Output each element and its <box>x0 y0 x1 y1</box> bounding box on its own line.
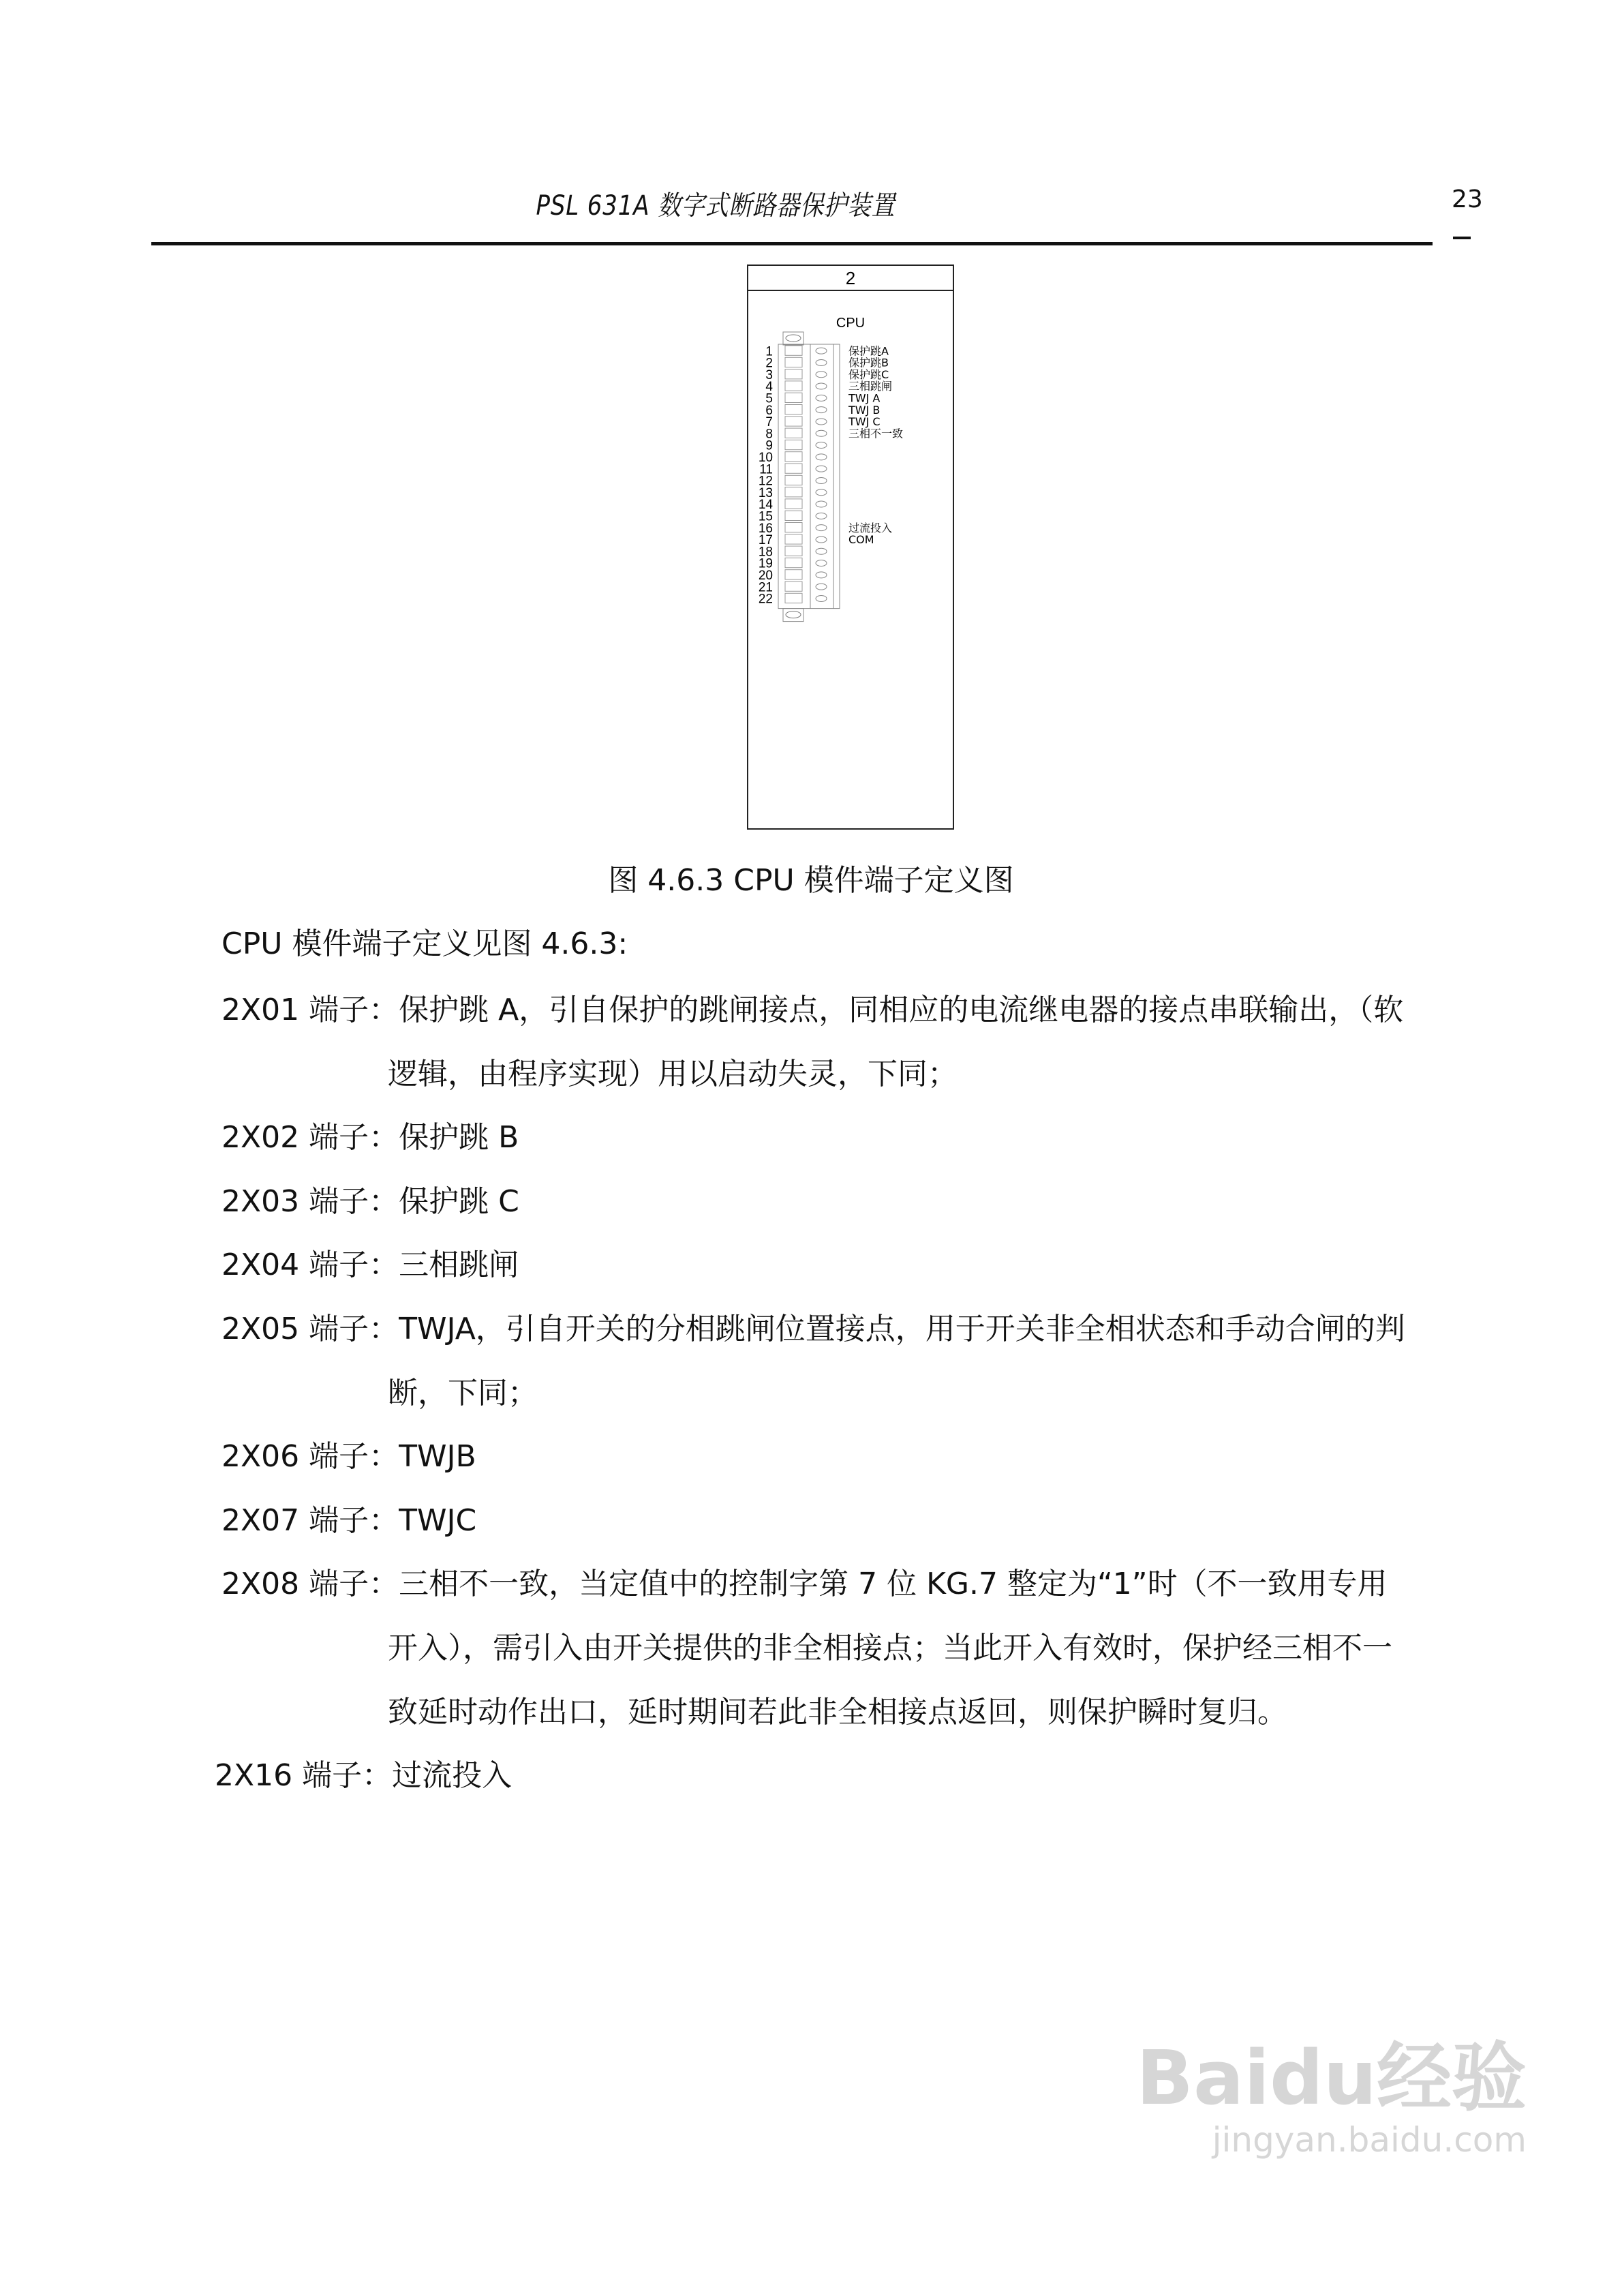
terminal-description-continuation: 断，下同； <box>388 1375 538 1410</box>
terminal-number: 13 <box>758 485 773 500</box>
terminal-slot <box>785 523 802 532</box>
terminal-number: 22 <box>758 592 773 607</box>
terminal-number: 11 <box>759 462 773 477</box>
terminal-screw <box>816 537 827 543</box>
terminal-slot <box>785 369 802 379</box>
terminal-description-continuation: 逻辑，由程序实现）用以启动失灵，下同； <box>388 1056 958 1091</box>
terminal-number: 3 <box>765 367 773 382</box>
terminal-number: 2 <box>765 356 773 371</box>
terminal-screw <box>816 477 827 483</box>
terminal-description-continuation: 开入），需引入由开关提供的非全相接点；当此开入有效时，保护经三相不一 <box>388 1631 1392 1665</box>
terminal-label: TWJ B <box>848 403 881 417</box>
terminal-screw <box>816 348 827 354</box>
strip-body <box>778 344 840 609</box>
terminal-slot <box>785 428 802 438</box>
terminal-number: 6 <box>765 403 773 418</box>
terminal-screw <box>816 372 827 378</box>
terminal-description: 2X07 端子：TWJC <box>221 1502 477 1538</box>
header-title: PSL 631A 数字式断路器保护装置 <box>536 190 896 222</box>
terminal-number: 19 <box>758 556 773 571</box>
watermark-logo: Baidu经验 <box>1136 2034 1527 2121</box>
terminal-slot <box>785 357 802 367</box>
terminal-screw <box>816 572 827 578</box>
terminal-slot <box>785 499 802 509</box>
terminal-slot <box>785 558 802 567</box>
terminal-screw <box>816 442 827 449</box>
terminal-slot <box>785 570 802 579</box>
terminal-slot <box>785 346 802 355</box>
terminal-screw <box>816 584 827 590</box>
terminal-number: 14 <box>758 498 773 513</box>
terminal-description: 2X04 端子：三相跳闸 <box>221 1248 519 1283</box>
terminal-slot <box>785 534 802 544</box>
terminal-description: 2X05 端子：TWJA，引自开关的分相跳闸位置接点，用于开关非全相状态和手动合闸的判 <box>221 1312 1405 1346</box>
terminal-screw <box>816 407 827 413</box>
terminal-label: 保护跳A <box>848 344 889 358</box>
terminal-number: 12 <box>758 474 773 489</box>
terminal-number: 5 <box>765 391 773 406</box>
terminal-label: TWJ C <box>848 415 881 429</box>
terminal-screw <box>816 466 827 472</box>
terminal-label: 三相不一致 <box>848 427 904 440</box>
terminal-slot <box>785 405 802 414</box>
terminal-screw <box>816 430 827 436</box>
terminal-number: 9 <box>765 438 773 453</box>
terminal-slot <box>785 440 802 449</box>
terminal-screw <box>816 548 827 554</box>
terminal-label: 保护跳B <box>848 356 889 369</box>
watermark-url: jingyan.baidu.com <box>1212 2120 1527 2160</box>
terminal-slot <box>785 487 802 497</box>
terminal-screw <box>816 501 827 507</box>
terminal-screw <box>816 395 827 401</box>
terminal-number: 17 <box>758 533 773 548</box>
terminal-label: 过流投入 <box>848 521 893 534</box>
terminal-screw <box>816 419 827 425</box>
terminal-screw <box>816 359 827 365</box>
terminal-number: 15 <box>758 509 773 524</box>
terminal-slot <box>785 417 802 426</box>
terminal-slot <box>785 464 802 473</box>
terminal-number: 1 <box>765 344 773 359</box>
terminal-number: 18 <box>758 545 773 560</box>
terminal-slot <box>785 581 802 591</box>
module-name: CPU <box>836 316 866 331</box>
terminal-screw <box>816 454 827 460</box>
bottom-cap-screw <box>786 611 801 618</box>
terminal-screw <box>816 383 827 389</box>
terminal-label: COM <box>848 533 874 547</box>
terminal-slot <box>785 546 802 556</box>
terminal-label: TWJ A <box>848 391 881 405</box>
terminal-number: 10 <box>758 451 773 465</box>
top-cap-screw <box>786 335 801 342</box>
terminal-description: 2X08 端子：三相不一致，当定值中的控制字第 7 位 KG.7 整定为“1”时（不一致用专用 <box>221 1567 1388 1602</box>
terminal-screw <box>816 489 827 496</box>
terminal-description: 2X01 端子：保护跳 A，引自保护的跳闸接点，同相应的电流继电器的接点串联输出，（软 <box>221 993 1404 1027</box>
terminal-slot <box>785 452 802 462</box>
terminal-slot <box>785 475 802 485</box>
terminal-screw <box>816 513 827 519</box>
terminal-screw <box>816 525 827 531</box>
terminal-strip <box>759 332 903 622</box>
terminal-description: 2X03 端子：保护跳 C <box>221 1183 519 1219</box>
terminal-number: 8 <box>765 427 773 442</box>
terminal-description: 2X16 端子：过流投入 <box>215 1758 512 1794</box>
figure-caption: 图 4.6.3 CPU 模件端子定义图 <box>608 863 1014 898</box>
terminal-number: 4 <box>765 380 773 395</box>
terminal-label: 三相跳闸 <box>848 380 893 393</box>
terminal-number: 20 <box>758 569 773 583</box>
terminal-slot <box>785 381 802 391</box>
terminal-description: 2X02 端子：保护跳 B <box>221 1120 519 1155</box>
terminal-label: 保护跳C <box>848 367 889 381</box>
terminal-description-continuation: 致延时动作出口，延时期间若此非全相接点返回，则保护瞬时复归。 <box>388 1694 1287 1729</box>
terminal-screw <box>816 560 827 567</box>
page-number: 23 <box>1452 185 1483 213</box>
terminal-screw <box>816 595 827 601</box>
terminal-description: 2X06 端子：TWJB <box>221 1439 476 1475</box>
terminal-number: 7 <box>765 415 773 430</box>
terminal-slot <box>785 393 802 402</box>
cpu-terminal-diagram <box>0 0 1622 845</box>
terminal-number: 16 <box>758 521 773 536</box>
slot-number: 2 <box>845 268 856 288</box>
terminal-slot <box>785 593 802 603</box>
terminal-slot <box>785 511 802 520</box>
terminal-number: 21 <box>758 580 773 595</box>
intro-text: CPU 模件端子定义见图 4.6.3: <box>221 926 628 961</box>
